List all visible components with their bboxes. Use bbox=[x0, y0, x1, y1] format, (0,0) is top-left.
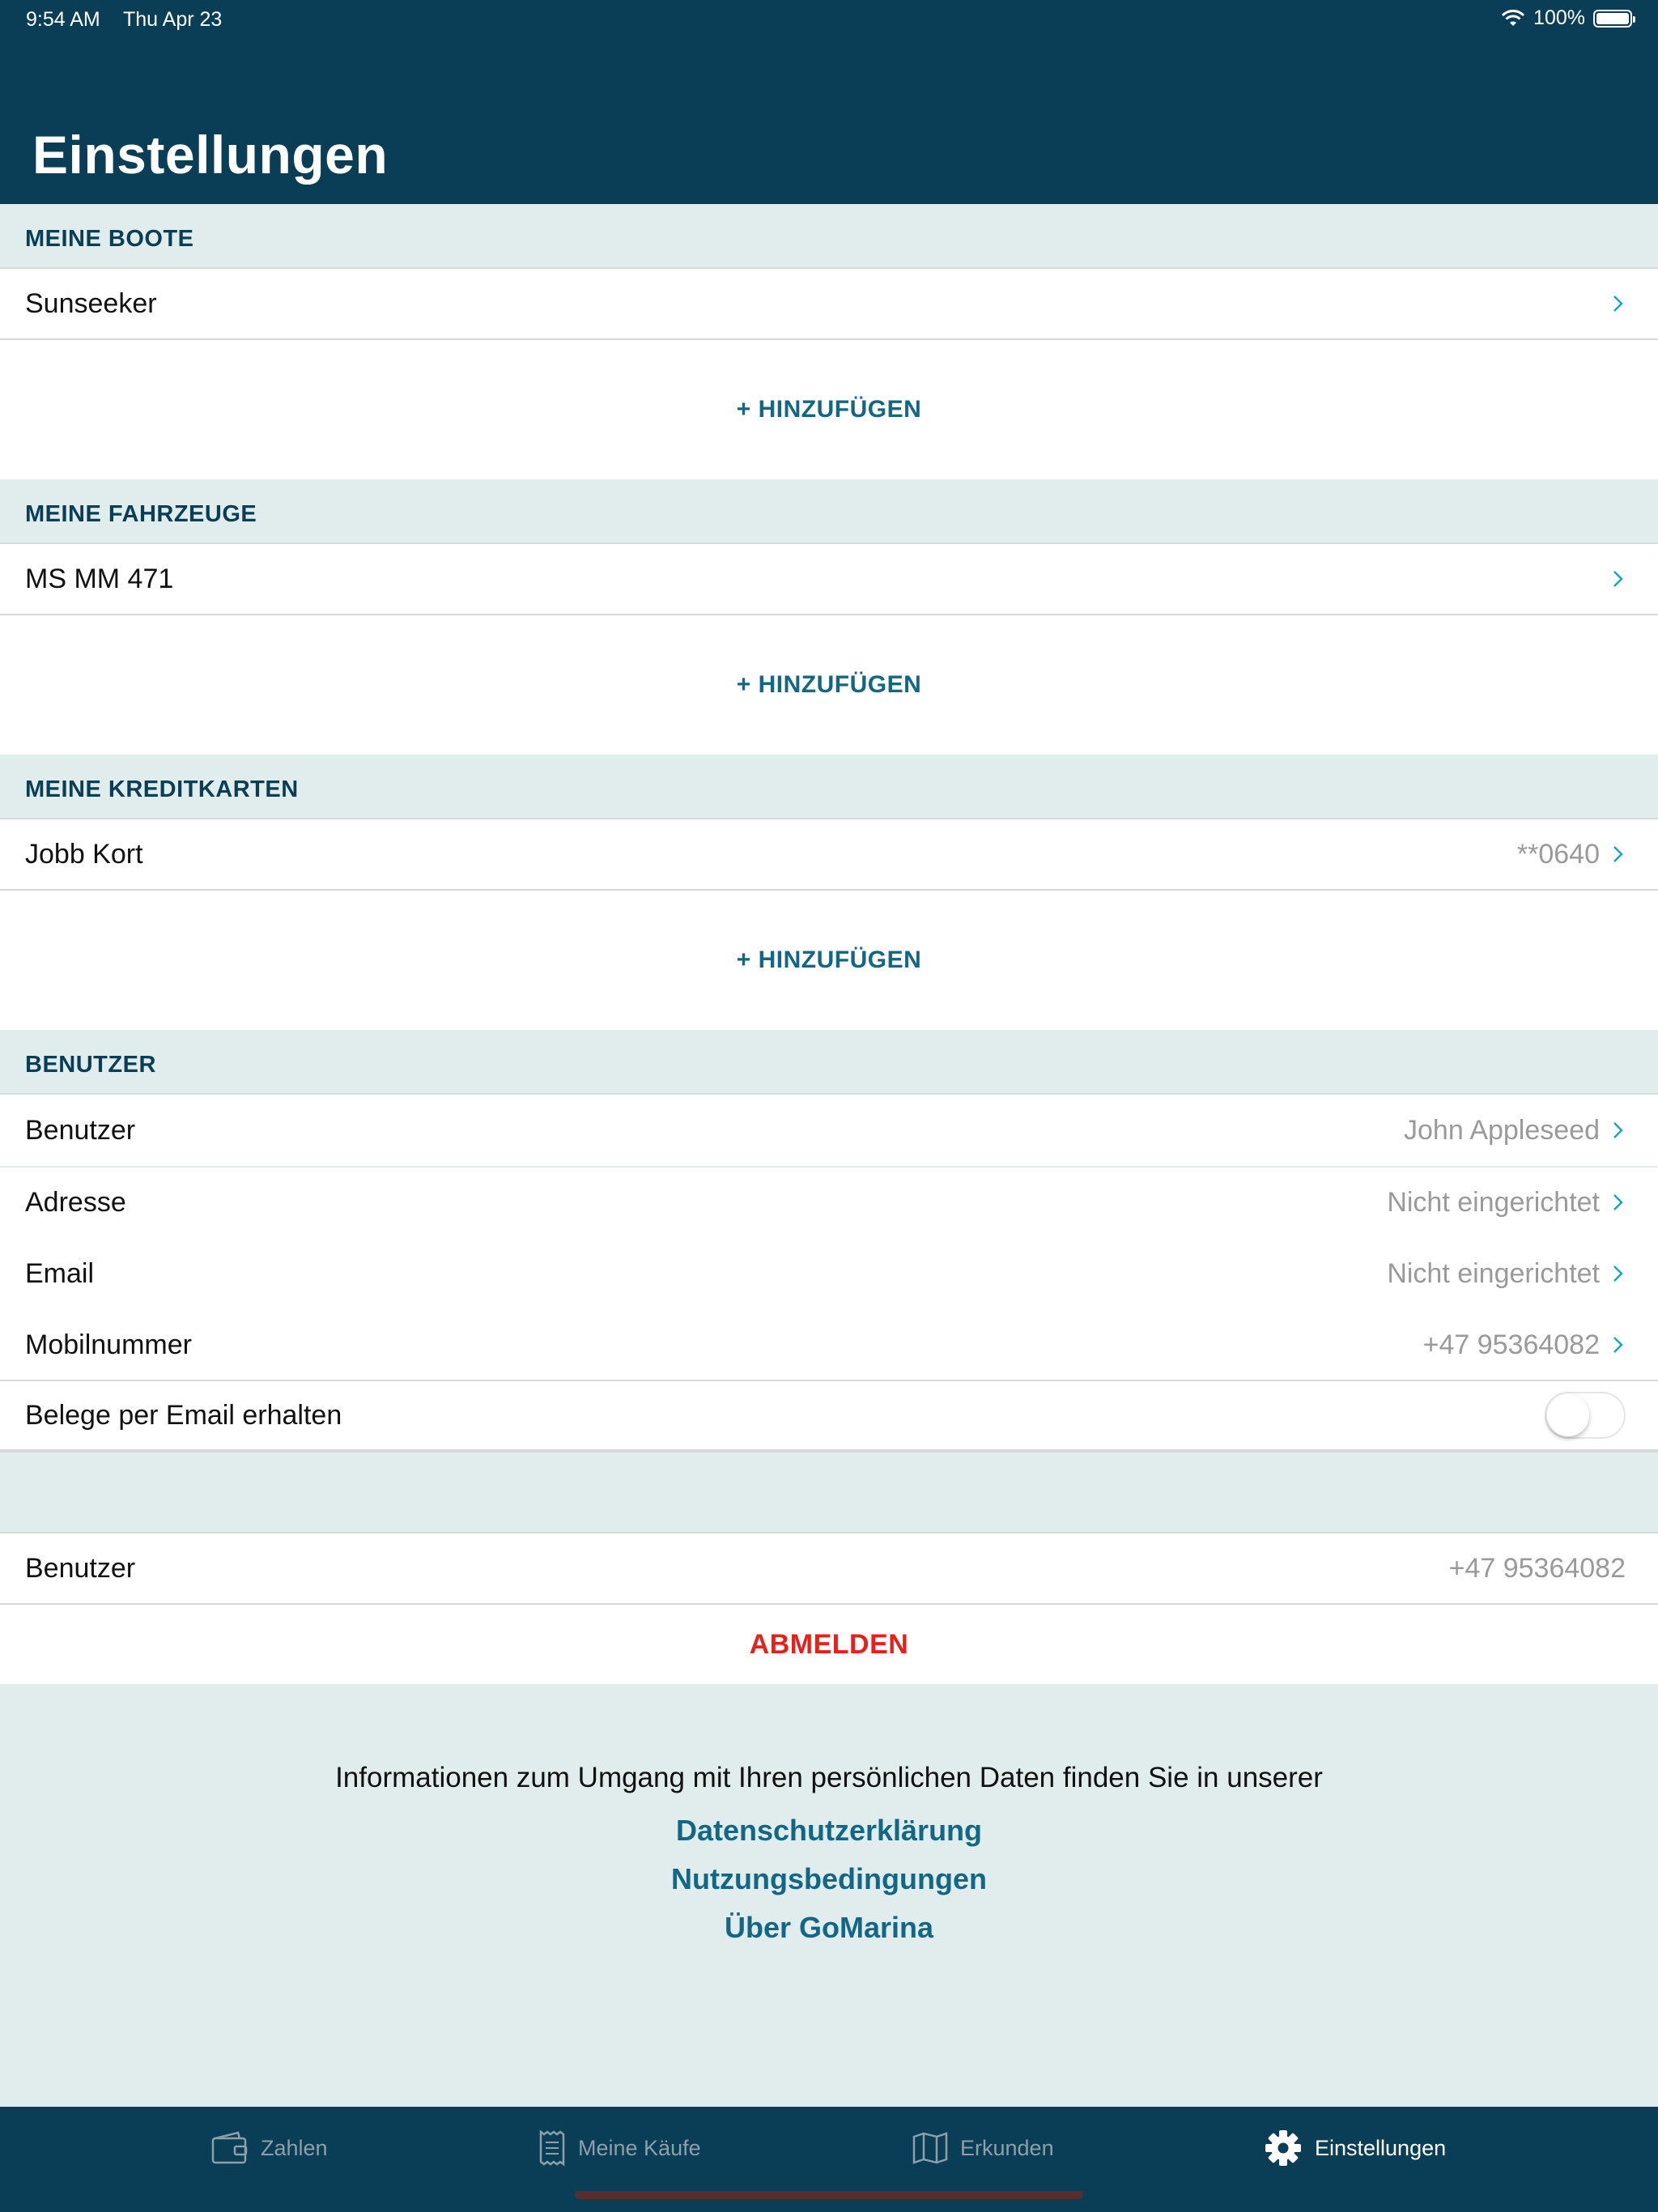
vehicle-name: MS MM 471 bbox=[25, 563, 174, 594]
privacy-info bbox=[0, 1762, 1658, 1945]
status-right bbox=[1501, 6, 1632, 30]
wallet-icon bbox=[210, 2130, 249, 2166]
section-header-user: BENUTZER bbox=[0, 1030, 1658, 1095]
chevron-right-icon bbox=[1611, 569, 1626, 589]
address-row[interactable]: Adresse Nicht eingerichtet bbox=[0, 1166, 1658, 1237]
tab-explore[interactable]: Erkunden bbox=[912, 2128, 1054, 2168]
about-gomarina-link[interactable]: Über GoMarina bbox=[724, 1911, 934, 1944]
gear-icon bbox=[1263, 2128, 1303, 2168]
privacy-info-text: Informationen zum Umgang mit Ihren persönlichen Daten finden Sie in unserer bbox=[335, 1762, 1323, 1793]
chevron-right-icon bbox=[1611, 1335, 1626, 1355]
page-title: Einstellungen bbox=[32, 125, 389, 185]
email-receipts-row: Belege per Email erhalten bbox=[0, 1380, 1658, 1451]
credit-card-row[interactable] bbox=[0, 819, 1658, 891]
section-header-cards: MEINE KREDITKARTEN bbox=[0, 755, 1658, 819]
chevron-right-icon bbox=[1611, 1264, 1626, 1283]
section-header-boats: MEINE BOOTE bbox=[0, 204, 1658, 269]
add-vehicle-button[interactable]: + HINZUFÜGEN bbox=[0, 615, 1658, 755]
wifi-icon bbox=[1501, 10, 1525, 28]
card-name: Jobb Kort bbox=[25, 838, 143, 870]
navigation-bar bbox=[0, 39, 1658, 204]
email-row[interactable]: Email Nicht eingerichtet bbox=[0, 1237, 1658, 1308]
battery-icon bbox=[1593, 10, 1632, 28]
mobile-number-row[interactable]: Mobilnummer +47 95364082 bbox=[0, 1308, 1658, 1380]
status-date: Thu Apr 23 bbox=[123, 8, 223, 31]
tab-purchases[interactable]: Meine Käufe bbox=[538, 2128, 701, 2168]
email-receipts-toggle[interactable] bbox=[1545, 1392, 1626, 1439]
tab-settings[interactable]: Einstellungen bbox=[1263, 2128, 1446, 2168]
status-time: 9:54 AM bbox=[26, 8, 100, 31]
add-card-button[interactable]: + HINZUFÜGEN bbox=[0, 891, 1658, 1030]
section-spacer bbox=[0, 1451, 1658, 1534]
user-name-row[interactable]: Benutzer John Appleseed bbox=[0, 1095, 1658, 1166]
chevron-right-icon bbox=[1611, 294, 1626, 313]
card-number: **0640 bbox=[1516, 838, 1600, 870]
battery-percent: 100% bbox=[1533, 6, 1585, 29]
logout-button[interactable]: ABMELDEN bbox=[0, 1605, 1658, 1684]
settings-list bbox=[0, 204, 1658, 1684]
vehicle-row[interactable] bbox=[0, 544, 1658, 615]
terms-of-use-link[interactable]: Nutzungsbedingungen bbox=[671, 1862, 987, 1895]
status-bar bbox=[0, 0, 1658, 39]
account-row: Benutzer +47 95364082 bbox=[0, 1534, 1658, 1605]
section-header-vehicles: MEINE FAHRZEUGE bbox=[0, 479, 1658, 544]
map-icon bbox=[912, 2131, 949, 2165]
boat-name: Sunseeker bbox=[25, 287, 157, 319]
home-indicator[interactable] bbox=[575, 2191, 1083, 2199]
receipt-icon bbox=[538, 2129, 567, 2167]
tab-pay[interactable]: Zahlen bbox=[210, 2128, 328, 2168]
privacy-policy-link[interactable]: Datenschutzerklärung bbox=[675, 1814, 983, 1847]
chevron-right-icon bbox=[1611, 1193, 1626, 1212]
chevron-right-icon bbox=[1611, 844, 1626, 864]
chevron-right-icon bbox=[1611, 1121, 1626, 1140]
boat-row[interactable] bbox=[0, 269, 1658, 340]
add-boat-button[interactable]: + HINZUFÜGEN bbox=[0, 340, 1658, 479]
